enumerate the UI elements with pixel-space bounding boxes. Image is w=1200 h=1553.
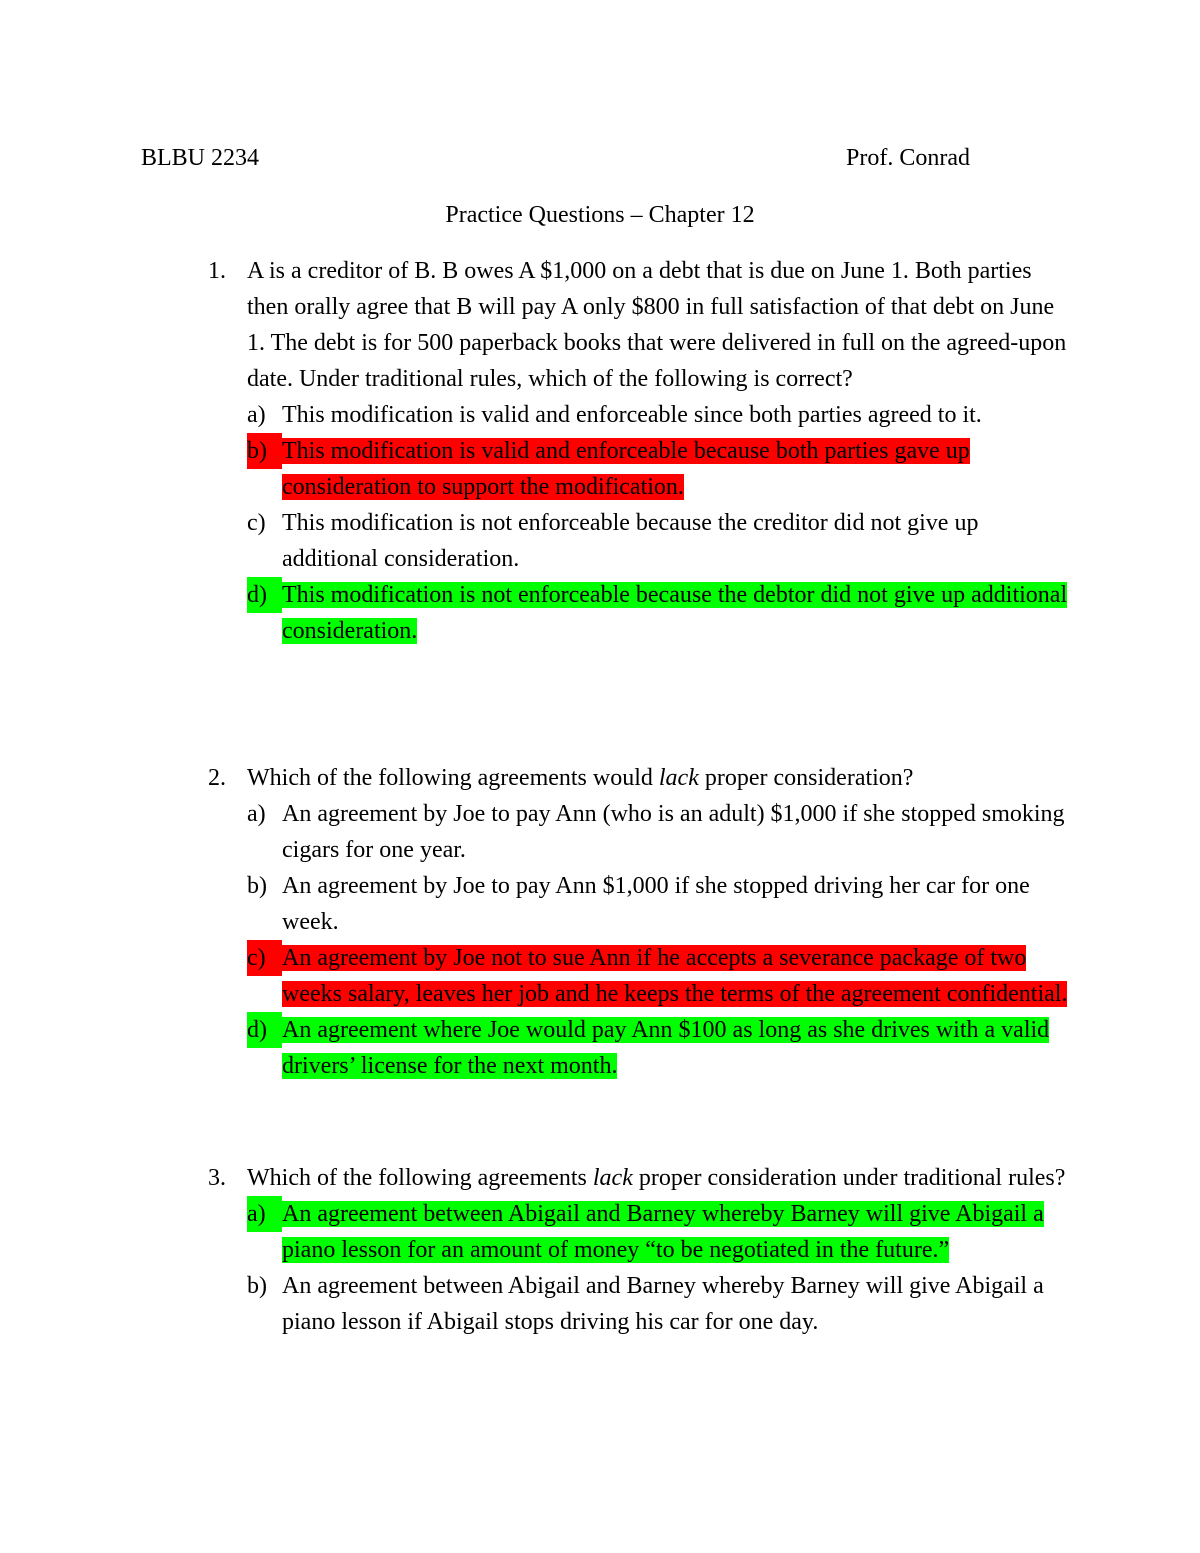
option-letter: d) <box>247 577 282 613</box>
question-2 <box>208 760 1068 1084</box>
option-b <box>247 868 1068 940</box>
option-text: An agreement by Joe to pay Ann (who is an adult) $1,000 if she stopped smoking cigars for one year. <box>282 801 1065 863</box>
option-text: An agreement where Joe would pay Ann $100 as long as she drives with a valid drivers’ license for the next month. <box>282 1017 1050 1079</box>
option-d-correct-highlight <box>247 1012 1068 1084</box>
option-letter: b) <box>247 1273 267 1299</box>
emphasis-text: lack <box>592 1165 633 1191</box>
option-text: This modification is not enforceable because the creditor did not give up additional consideration. <box>282 510 979 572</box>
option-letter: a) <box>247 801 266 827</box>
option-b <box>247 1268 1068 1340</box>
course-code: BLBU 2234 <box>141 145 260 171</box>
answer-options <box>247 397 1068 649</box>
option-letter: a) <box>247 1196 282 1232</box>
answer-options <box>247 796 1068 1084</box>
question-number: 3. <box>208 1165 226 1191</box>
option-a-correct-highlight <box>247 1196 1068 1268</box>
option-text: This modification is not enforceable because the debtor did not give up additional consideration. <box>282 582 1068 644</box>
professor-name: Prof. Conrad <box>846 145 970 171</box>
option-text: An agreement by Joe not to sue Ann if he accepts a severance package of two weeks salary, leaves her job and he keeps the terms of the agreement confidential. <box>282 945 1068 1007</box>
option-a <box>247 796 1068 868</box>
question-text: Which of the following agreements would lack proper consideration? <box>247 765 914 791</box>
option-letter: b) <box>247 433 282 469</box>
question-3 <box>208 1160 1068 1340</box>
option-text: An agreement between Abigail and Barney whereby Barney will give Abigail a piano lesson for an amount of money “to be negotiated in the future.” <box>282 1201 1044 1263</box>
option-text: This modification is valid and enforceable because both parties gave up consideration to support the modification. <box>282 438 970 500</box>
option-letter: a) <box>247 402 266 428</box>
option-text: This modification is valid and enforceable since both parties agreed to it. <box>282 402 982 428</box>
option-letter: c) <box>247 940 282 976</box>
option-c <box>247 505 1068 577</box>
option-letter: c) <box>247 510 266 536</box>
page-title: Practice Questions – Chapter 12 <box>445 202 755 228</box>
option-d-correct-highlight <box>247 577 1068 649</box>
question-number: 1. <box>208 258 226 284</box>
option-b-incorrect-highlight <box>247 433 1068 505</box>
option-text: An agreement by Joe to pay Ann $1,000 if she stopped driving her car for one week. <box>282 873 1030 935</box>
option-letter: b) <box>247 873 267 899</box>
question-1 <box>208 253 1068 649</box>
question-number: 2. <box>208 765 226 791</box>
emphasis-text: lack <box>658 765 699 791</box>
option-c-incorrect-highlight <box>247 940 1068 1012</box>
option-text: An agreement between Abigail and Barney whereby Barney will give Abigail a piano lesson if Abigail stops driving his car for one day. <box>282 1273 1044 1335</box>
option-a <box>247 397 1068 433</box>
question-text: Which of the following agreements lack proper consideration under traditional rules? <box>247 1165 1066 1191</box>
answer-options <box>247 1196 1068 1340</box>
question-text: A is a creditor of B. B owes A $1,000 on a debt that is due on June 1. Both parties then orally agree that B will pay A only $800 in full satisfaction of that debt on June 1. The debt is for 500 paperback books that were delivered in full on the agreed-upon date. Under traditional rules, which of the following is correct? <box>247 258 1067 392</box>
option-letter: d) <box>247 1012 282 1048</box>
